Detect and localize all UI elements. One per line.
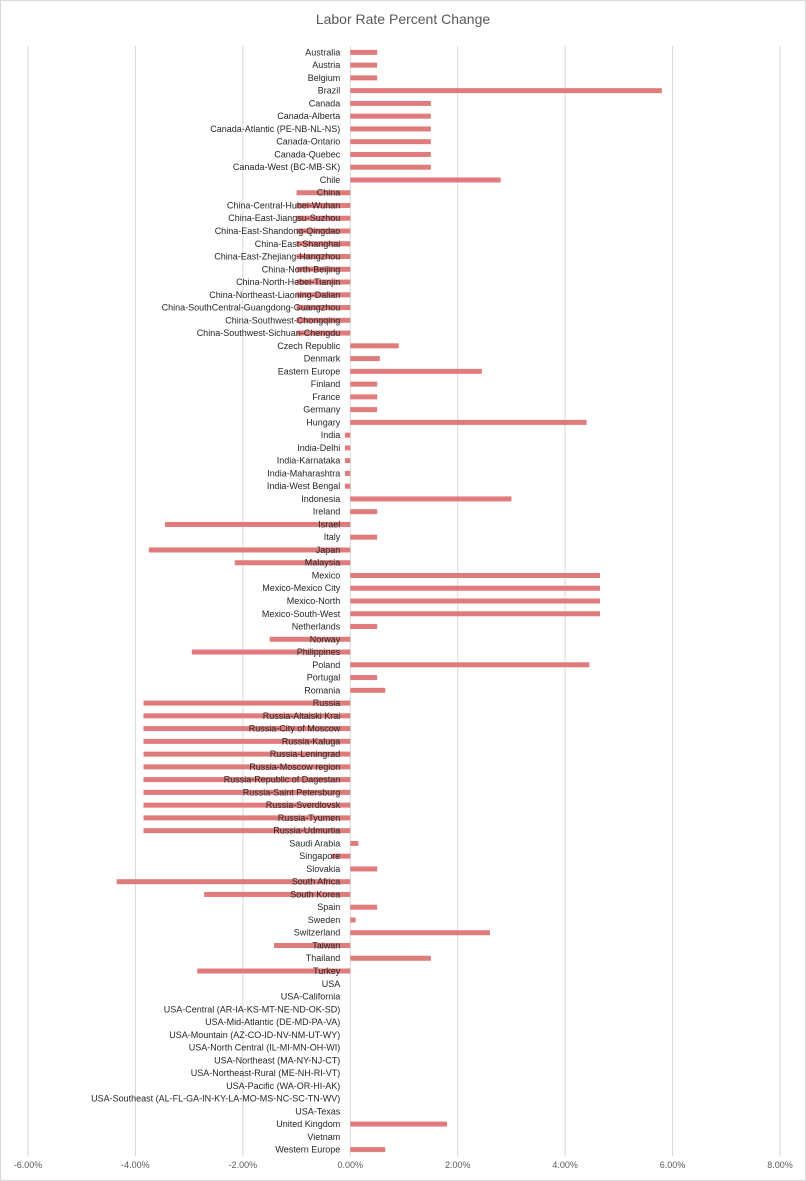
category-label: South Korea [290,889,341,900]
category-label: France [312,391,341,402]
bar [350,407,377,412]
category-label: China-Southwest-Chongqing [225,315,341,326]
category-label: China-North-Beijing [261,264,341,275]
bar [350,956,431,961]
bar [350,369,482,374]
category-label: United Kingdom [276,1119,341,1130]
bar [350,930,490,935]
bar [350,496,511,501]
bar [350,675,377,680]
category-label: USA-Northeast (MA-NY-NJ-CT) [214,1055,341,1066]
category-label: Spain [317,902,341,913]
category-labels [91,47,341,1154]
bar [350,611,600,616]
category-label: Russia-Saint Petersburg [242,787,341,798]
category-label: Slovakia [306,863,341,874]
category-label: Germany [303,404,341,415]
x-tick-label: -4.00% [121,1160,150,1170]
category-label: Poland [312,659,341,670]
bar [345,445,350,450]
category-label: Switzerland [293,927,341,938]
category-label: USA [321,978,341,989]
category-label: India [320,430,341,441]
bar [350,126,431,131]
bar [350,841,358,846]
category-label: USA-North Central (IL-MI-MN-OH-WI) [188,1042,341,1053]
category-label: China-Southwest-Sichuan-Chengdu [196,328,341,339]
category-label: China-East-Zhejiang-Hangzhou [214,251,341,262]
bar [350,586,600,591]
chart-title: Labor Rate Percent Change [315,11,491,27]
x-tick-label: -2.00% [228,1160,258,1170]
category-label: Canada-Ontario [276,136,341,147]
category-label: Thailand [305,953,341,964]
category-label: USA-Pacific (WA-OR-HI-AK) [226,1080,341,1091]
category-label: Sweden [307,914,341,925]
category-label: Czech Republic [277,340,341,351]
x-tick-label: 4.00% [552,1160,578,1170]
bar [345,471,350,476]
category-label: Saudi Arabia [289,838,341,849]
bar [350,866,377,871]
category-label: Turkey [313,966,341,976]
bar [350,165,431,170]
category-label: Russia-Sverdlovsk [265,800,341,811]
category-label: Malaysia [304,557,341,568]
category-label: Belgium [307,72,341,83]
bar [350,356,380,361]
category-label: Canada-West (BC-MB-SK) [232,162,341,173]
category-label: USA-Southeast (AL-FL-GA-IN-KY-LA-MO-MS-NC-SC-TN-WV) [91,1093,341,1104]
category-label: USA-Central (AR-IA-KS-MT-NE-ND-OK-SD) [163,1004,341,1015]
category-label: Hungary [306,417,341,428]
category-label: Netherlands [291,621,341,632]
category-label: India-Maharashtra [267,468,341,479]
category-label: Chile [319,174,341,185]
bar [350,624,377,629]
category-label: USA-Mountain (AZ-CO-ID-NV-NM-UT-WY) [169,1029,341,1040]
category-label: Canada-Alberta [277,111,341,122]
bar [350,139,431,144]
category-label: Russia-City of Moscow [248,723,341,734]
category-label: Russia-Moscow region [249,761,341,772]
bar [350,101,431,106]
bar [350,420,586,425]
category-label: Russia-Udmurtia [273,825,341,836]
category-label: China-North-Hebei-Tianjin [236,277,341,288]
bar-chart [1,1,805,1180]
category-label: Russia [312,698,341,709]
category-label: Russia-Leningrad [269,749,341,760]
category-label: China-Central-Hubei-Wuhan [226,200,341,211]
bar [350,573,600,578]
category-label: China-Northeast-Liaoning-Dalian [209,289,341,300]
category-label: Mexico-South-West [261,608,341,619]
category-label: Canada-Atlantic (PE-NB-NL-NS) [210,123,341,134]
bar [350,88,662,93]
category-label: China [316,187,341,198]
category-label: Israel [318,519,341,530]
category-label: Western Europe [275,1144,341,1155]
category-label: India-Delhi [297,442,341,453]
category-label: Russia-Kaluga [281,736,341,747]
category-label: Taiwan [312,940,341,951]
bar [350,1122,447,1127]
category-label: India-Karnataka [276,455,341,466]
category-label: Mexico [311,570,341,581]
bar [350,1147,385,1152]
category-label: Indonesia [301,493,341,504]
category-label: South Africa [291,876,341,887]
category-label: Brazil [317,85,341,96]
bars [117,50,662,1152]
category-label: Canada-Quebec [274,149,341,160]
bar [350,688,385,693]
category-label: Vietnam [307,1131,341,1142]
category-label: USA-Texas [295,1106,341,1117]
category-label: Romania [304,685,341,696]
category-label: Italy [323,532,341,543]
bar [350,75,377,80]
category-label: Philippines [296,647,341,658]
category-label: Norway [309,634,341,645]
category-label: Mexico-North [286,596,341,606]
bar [350,599,600,604]
category-label: Austria [312,60,341,71]
category-label: USA-Northeast-Rural (ME-NH-RI-VT) [190,1068,341,1079]
bar [350,509,377,514]
bar [350,343,398,348]
bar [345,433,350,438]
bar [350,905,377,910]
category-label: China-East-Shanghai [254,238,341,249]
category-label: Denmark [303,353,341,364]
category-label: Japan [315,544,341,555]
category-label: Australia [305,47,341,58]
category-label: Ireland [312,506,341,517]
category-label: Finland [310,379,341,390]
bar [350,917,355,922]
bar [350,63,377,68]
bar [350,177,500,182]
category-label: China-East-Shandong-Qingdao [214,226,341,236]
bar [350,662,589,667]
category-label: Russia-Tyumen [277,812,341,823]
x-tick-label: 6.00% [659,1160,686,1170]
category-label: Portugal [306,672,341,683]
category-label: India-West Bengal [266,481,341,492]
bar [350,152,431,157]
x-tick-label: 2.00% [444,1160,471,1170]
category-label: USA-Mid-Atlantic (DE-MD-PA-VA) [205,1017,341,1028]
bar [350,535,377,540]
category-label: Singapore [299,851,341,862]
category-label: Russia-Altaiski Krai [262,710,341,721]
bar [350,114,431,119]
category-label: Canada [308,98,341,109]
bar [345,458,350,463]
category-label: Mexico-Mexico City [262,583,341,594]
category-label: Russia-Republic of Dagestan [223,774,341,785]
category-label: China-SouthCentral-Guangdong-Guangzhou [161,302,341,313]
bar [350,382,377,387]
category-label: China-East-Jiangsu-Suzhou [228,213,341,224]
category-label: Eastern Europe [277,366,341,377]
bar [350,50,377,55]
category-label: USA-California [280,991,341,1002]
bar [345,484,350,489]
x-tick-label: 8.00% [767,1160,793,1170]
x-tick-label: 0.00% [337,1160,364,1170]
bar [350,394,377,399]
x-axis-tick-labels [14,1160,793,1170]
x-tick-label: -6.00% [13,1160,43,1170]
